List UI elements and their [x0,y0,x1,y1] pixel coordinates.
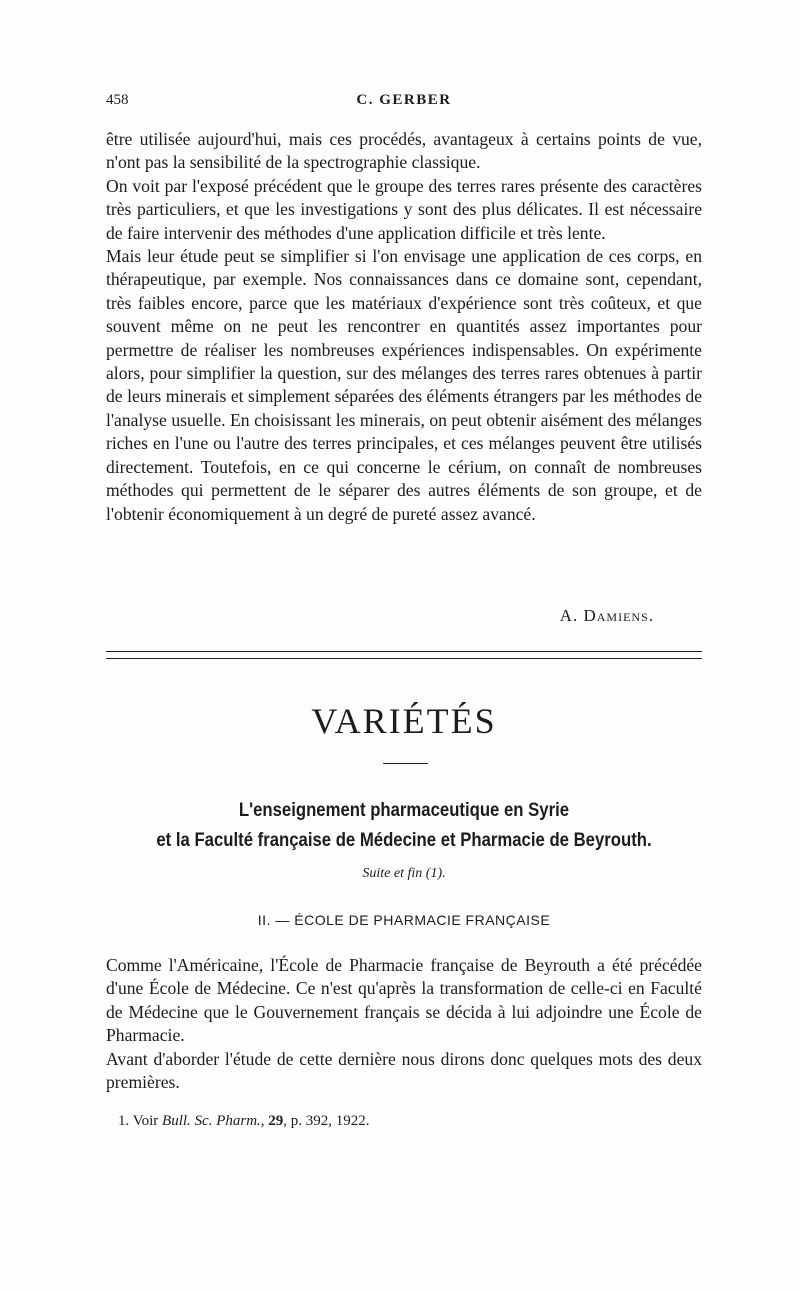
chapter-heading: II. — ÉCOLE DE PHARMACIE FRANÇAISE [257,912,551,928]
footnote: 1. Voir Bull. Sc. Pharm., 29, p. 392, 1922. [118,1113,370,1129]
running-author: C. GERBER [356,92,452,108]
journal-name: Bull. Sc. Pharm. [162,1113,261,1129]
footnote-text: Voir [132,1113,159,1129]
footnote-citation: , p. 392, 1922. [283,1113,370,1129]
page-number: 458 [106,92,129,108]
section-divider [106,658,702,659]
article-title [142,796,666,856]
footnote-reference: (1). [425,866,446,881]
footnote-number: 1. [118,1113,130,1129]
paragraph: être utilisée aujourd'hui, mais ces procédés, avantageux à certains points de vue, n'ont pas la sensibilité de la spectrographie classique. [106,129,702,173]
running-header [106,92,702,112]
article-body [106,954,702,1094]
subtitle-text: Suite et fin [362,866,423,881]
journal-volume: 29 [268,1113,284,1129]
section-divider [106,651,702,652]
article-signature: A. Damiens. [559,606,654,625]
paragraph: On voit par l'exposé précédent que le groupe des terres rares présente des caractères très particuliers, et que les investigations y sont des plus délicates. Il est nécessaire de faire intervenir des méthodes d'une application difficile et très lente. [106,175,702,243]
title-underline [383,763,428,764]
article-subtitle [106,866,702,882]
previous-article-text [106,128,702,526]
paragraph: Comme l'Américaine, l'École de Pharmacie française de Beyrouth a été précédée d'une École de Médecine. Ce n'est qu'après la transformation de celle-ci en Faculté de Médecine que le Gouvernement français se décida à lui adjoindre une École de Pharmacie. [106,955,702,1046]
article-title-line: L'enseignement pharmaceutique en Syrie [238,800,570,821]
paragraph: Mais leur étude peut se simplifier si l'on envisage une application de ces corps, en thérapeutique, par exemple. Nos connaissances dans ce domaine sont, cependant, très faibles encore, parce que les matériaux d'expérience sont très coûteux, et que souvent même on ne peut les rencontrer en quantités assez importantes pour permettre de réaliser les nombreuses expériences indispensables. On expérimente alors, pour simplifier la question, sur des mélanges des terres rares obtenues à partir de leurs minerais et simplement séparées des éléments étrangers par les méthodes de l'analyse usuelle. En choisissant les minerais, on peut obtenir aisément des mélanges riches en l'une ou l'autre des terres principales, et ces mélanges peuvent être utilisés directement. Toutefois, en ce qui concerne le cérium, on connaît de nombreuses méthodes qui permettent de le séparer des autres éléments de son groupe, et de l'obtenir économiquement à un degré de pureté assez avancé. [106,246,702,524]
article-title-line: et la Faculté française de Médecine et Pharmacie de Beyrouth. [156,830,652,851]
section-title: VARIÉTÉS [311,701,497,741]
paragraph: Avant d'aborder l'étude de cette dernière nous dirons donc quelques mots des deux premières. [106,1048,702,1093]
